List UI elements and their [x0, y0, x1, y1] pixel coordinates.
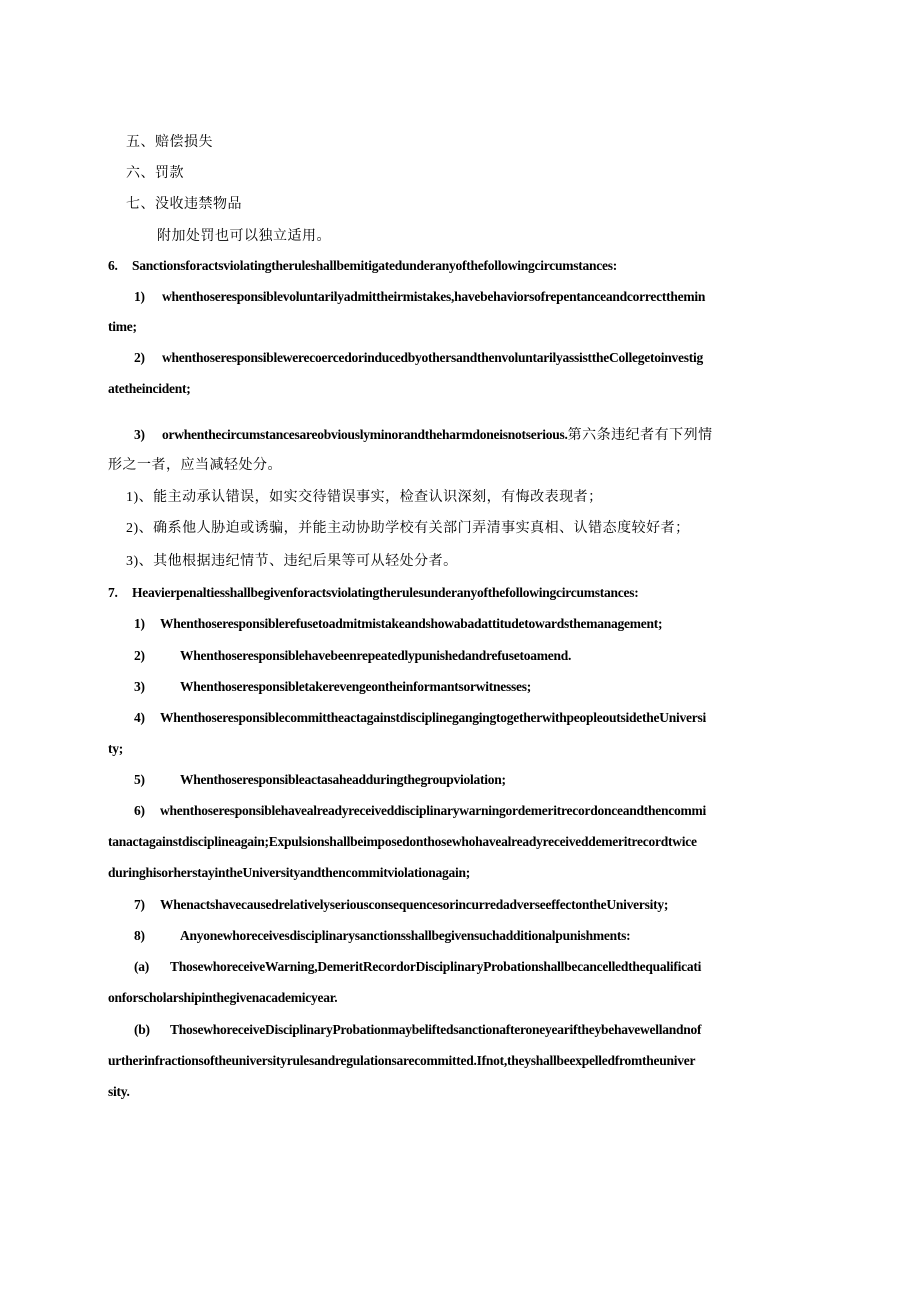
- item-number: 1): [134, 616, 145, 631]
- item-text: WhenactshavecausedrelativelyseriousconsequencesorincurredadverseeffectontheUniversity;: [160, 897, 669, 912]
- item-number: (a): [134, 959, 149, 974]
- section7-item-b-cont2: sity.: [108, 1084, 130, 1099]
- item-text: ThosewhoreceiveDisciplinaryProbationmaybeliftedsanctionafteroneyeariftheybehavewellandnof: [170, 1022, 702, 1037]
- section6-item-2: [134, 350, 703, 366]
- section7-item-1: [134, 616, 662, 632]
- cn-item-2: 2)、确系他人胁迫或诱骗，并能主动协助学校有关部门弄清事实真相、认错态度较好者；: [126, 521, 690, 536]
- section7-item-a: [134, 959, 701, 975]
- cn-penalty-5: 五、赔偿损失: [126, 135, 213, 150]
- section7-item-a-cont: onforscholarshipinthegivenacademicyear.: [108, 990, 338, 1005]
- section6-item-2-cont: atetheincident;: [108, 381, 191, 396]
- cn-penalty-6: 六、罚款: [126, 166, 184, 181]
- section7-item-b-cont: urtherinfractionsoftheuniversityrulesandregulationsarecommitted.Ifnot,theyshallbeexpelledfromtheuniver: [108, 1053, 696, 1068]
- section7-number: 7.: [108, 585, 118, 600]
- item-number: 8): [134, 928, 145, 943]
- item-number: 2): [134, 648, 145, 663]
- item-number: 7): [134, 897, 145, 912]
- item-number: (b): [134, 1022, 150, 1037]
- item-text: Whenthoseresponsiblerefusetoadmitmistakeandshowabadattitudetowardsthemanagement;: [160, 616, 663, 631]
- item-text: ThosewhoreceiveWarning,DemeritRecordorDisciplinaryProbationshallbecancelledthequalificati: [170, 959, 702, 974]
- item-text: Whenthoseresponsiblehavebeenrepeatedlypunishedandrefusetoamend.: [180, 648, 572, 663]
- item-number: 3): [134, 427, 145, 442]
- cn-item-3: 3)、其他根据违纪情节、违纪后果等可从轻处分者。: [126, 554, 458, 569]
- cn-item-1: 1)、能主动承认错误，如实交待错误事实，检查认识深刻，有悔改表现者；: [126, 490, 603, 505]
- section7-item-b: [134, 1022, 701, 1038]
- section6-item-3-cont: 形之一者，应当减轻处分。: [108, 458, 282, 473]
- item-number: 5): [134, 772, 145, 787]
- section7-item-6: [134, 803, 706, 819]
- section7-item-3: [134, 679, 531, 695]
- section7-item-8: [134, 928, 630, 944]
- item-number: 1): [134, 289, 145, 304]
- section7-item-7: [134, 897, 668, 913]
- section6-item-3: [134, 424, 713, 444]
- item-text: Anyonewhoreceivesdisciplinarysanctionsshallbegivensuchadditionalpunishments:: [180, 928, 631, 943]
- item-text: orwhenthecircumstancesareobviouslyminorandtheharmdoneisnotserious.: [162, 427, 568, 442]
- section6-item-1: [134, 289, 705, 305]
- item-number: 6): [134, 803, 145, 818]
- item-cn-tail: 第六条违纪者有下列情: [567, 428, 713, 443]
- section6-heading-text: Sanctionsforactsviolatingtheruleshallbemitigatedunderanyofthefollowingcircumstances:: [132, 258, 617, 273]
- item-number: 2): [134, 350, 145, 365]
- item-text: Whenthoseresponsibletakerevengeontheinformantsorwitnesses;: [180, 679, 531, 694]
- section7-heading: [108, 585, 638, 601]
- item-text: whenthoseresponsiblewerecoercedorinducedbyothersandthenvoluntarilyassisttheCollegetoinvestig: [162, 350, 703, 365]
- section7-item-5: [134, 772, 506, 788]
- item-text: whenthoseresponsiblehavealreadyreceiveddisciplinarywarningordemeritrecordonceandthencommi: [160, 803, 706, 818]
- item-text: WhenthoseresponsiblecommittheactagainstdisciplinegangingtogetherwithpeopleoutsidetheUniversi: [160, 710, 707, 725]
- item-number: 3): [134, 679, 145, 694]
- section7-item-6-cont2: duringhisorherstayintheUniversityandthencommitviolationagain;: [108, 865, 471, 880]
- section6-heading: [108, 258, 617, 274]
- section6-item-1-cont: time;: [108, 319, 137, 334]
- item-text: whenthoseresponsiblevoluntarilyadmittheirmistakes,havebehaviorsofrepentanceandcorrectthemin: [162, 289, 706, 304]
- section6-number: 6.: [108, 258, 118, 273]
- item-number: 4): [134, 710, 145, 725]
- section7-item-6-cont: tanactagainstdisciplineagain;Expulsionshallbeimposedonthosewhohavealreadyreceiveddemeritrecordtwice: [108, 834, 697, 849]
- section7-heading-text: Heavierpenaltiesshallbegivenforactsviolatingtherulesunderanyofthefollowingcircumstances:: [132, 585, 639, 600]
- cn-note: 附加处罚也可以独立适用。: [157, 229, 331, 244]
- section7-item-2: [134, 648, 571, 664]
- cn-penalty-7: 七、没收违禁物品: [126, 197, 242, 212]
- section7-item-4: [134, 710, 706, 726]
- section7-item-4-cont: ty;: [108, 741, 123, 756]
- item-text: Whenthoseresponsibleactasaheadduringthegroupviolation;: [180, 772, 506, 787]
